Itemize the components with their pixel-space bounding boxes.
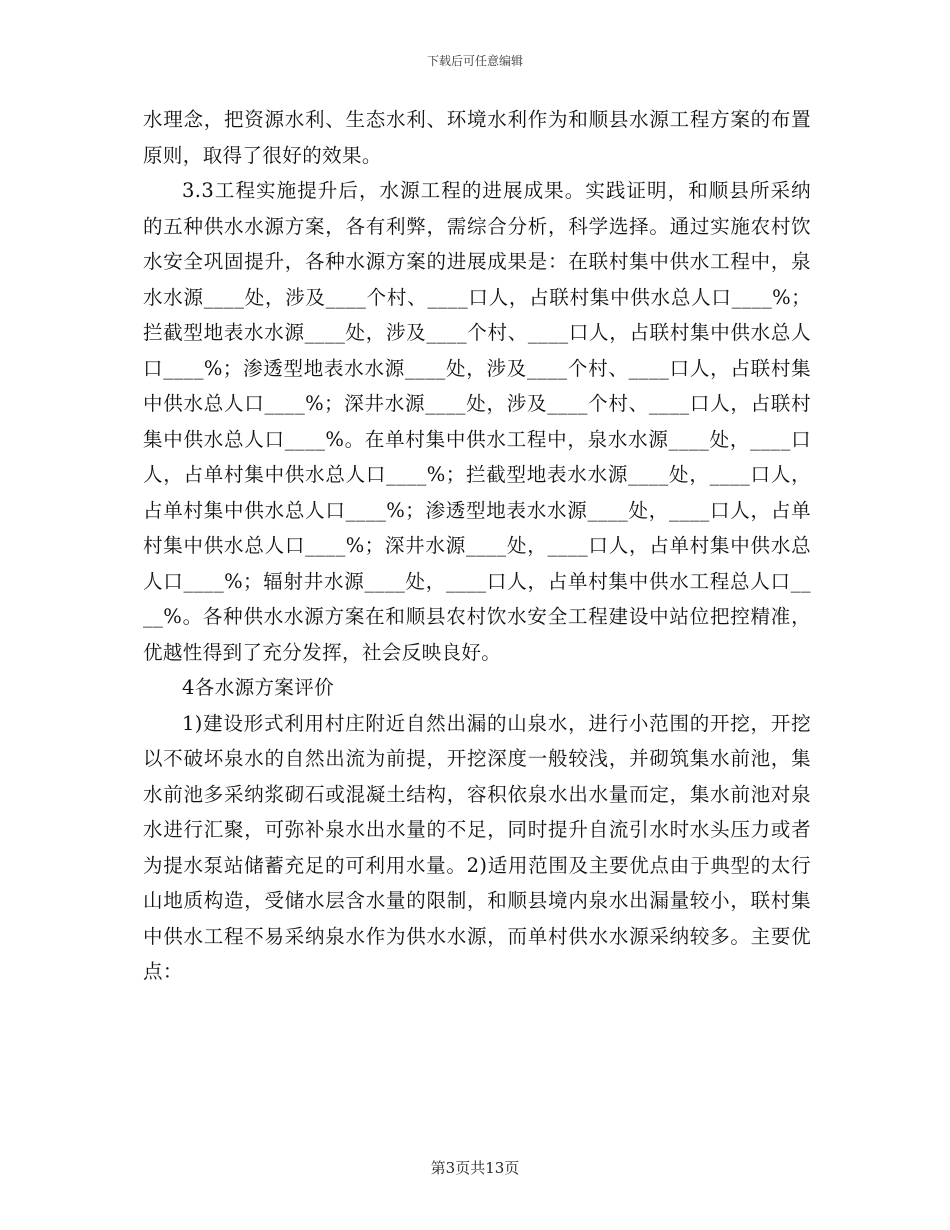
page-footer: 第3页共13页 xyxy=(430,1159,520,1177)
document-body xyxy=(143,102,811,990)
section-heading-4: 4各水源方案评价 xyxy=(182,676,335,699)
paragraph-evaluation: 1)建设形式利用村庄附近自然出漏的山泉水，进行小范围的开挖，开挖以不破坏泉水的自然出流为前提，开挖深度一般较浅，并砌筑集水前池，集水前池多采纳浆砌石或混凝土结构，容积依泉水出水量而定，集水前池对泉水进行汇聚，可弥补泉水出水量的不足，同时提升自流引水时水头压力或者为提水泵站储蓄充足的可利用水量。2)适用范围及主要优点由于典型的太行山地质构造，受储水层含水量的限制，和顺县境内泉水出漏量较小，联村集中供水工程不易采纳泉水作为供水水源，而单村供水水源采纳较多。主要优点： xyxy=(143,711,811,983)
paragraph-intro: 水理念，把资源水利、生态水利、环境水利作为和顺县水源工程方案的布置原则，取得了很好的效果。 xyxy=(143,108,811,167)
page-header: 下载后可任意编辑 xyxy=(426,54,523,68)
paragraph-section-3-3: 3.3工程实施提升后，水源工程的进展成果。实践证明，和顺县所采纳的五种供水水源方案，各有利弊，需综合分析，科学选择。通过实施农村饮水安全巩固提升，各种水源方案的进展成果是：在联村集中供水工程中，泉水水源____处，涉及____个村、____口人，占联村集中供水总人口____%；拦截型地表水水源____处，涉及____个村、____口人，占联村集中供水总人口____%；渗透型地表水水源____处，涉及____个村、____口人，占联村集中供水总人口____%；深井水源____处，涉及____个村、____口人，占联村集中供水总人口____%。在单村集中供水工程中，泉水水源____处，____口人，占单村集中供水总人口____%；拦截型地表水水源____处，____口人，占单村集中供水总人口____%；渗透型地表水水源____处，____口人，占单村集中供水总人口____%；深井水源____处，____口人，占单村集中供水总人口____%；辐射井水源____处，____口人，占单村集中供水工程总人口____%。各种供水水源方案在和顺县农村饮水安全工程建设中站位把控精准，优越性得到了充分发挥，社会反映良好。 xyxy=(143,179,811,664)
